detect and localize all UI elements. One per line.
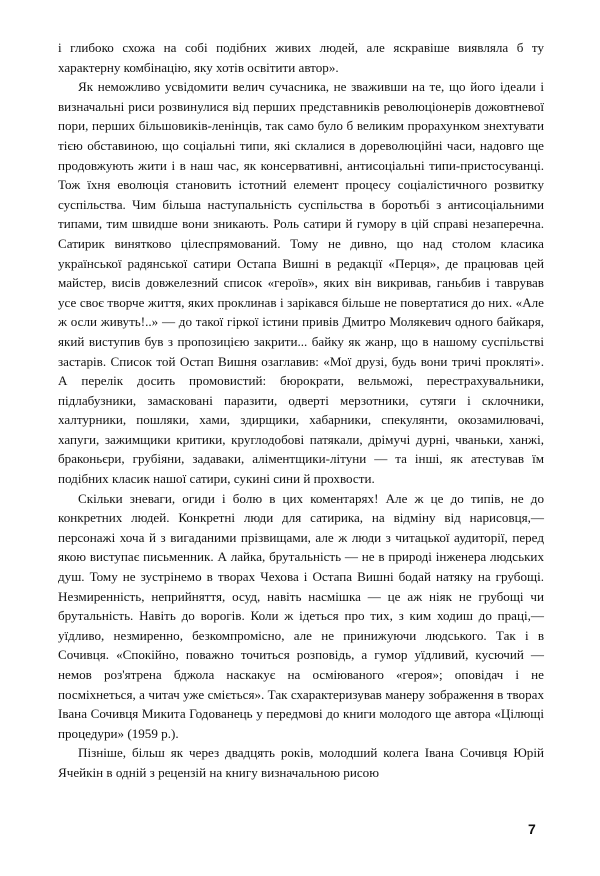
page-number: 7: [528, 821, 536, 837]
body-text: [58, 38, 544, 783]
paragraph: Як неможливо усвідомити велич сучасника, не зваживши на те, що його ідеали і визначальні риси розвинулися від перших представників революціонерів дожовтневої пори, перших більшовиків-ленінців, так само було б великим прорахунком знехтувати тією обставиною, що соціальні типи, які склалися в дореволюційні часи, надовго ще продовжують жити і в наш час, як консервативні, антисоціальні типи-пристосуванці. Тож їхня еволюція становить істотний елемент процесу соціалістичного розвитку суспільства. Чим більша наступальність суспільства в боротьбі з антисоціальними типами, тим швидше вони зникають. Роль сатири й гумору в цій справі незаперечна. Сатирик винятково цілеспрямований. Тому не дивно, що над столом класика української радянської сатири Остапа Вишні в редакції «Перця», де працював цей майстер, висів довжелезний список «героїв», яких він викривав, ганьбив і таврував усе своє творче життя, яких проклинав і зарікався більше не повертатися до них. «Але ж осли живуть!..» — до такої гіркої істини привів Дмитро Молякевич одного байкаря, який виступив був з пропозицією закрити... байку як жанр, що в нашому суспільстві застарів. Список той Остап Вишня озаглавив: «Мої друзі, будь вони тричі прокляті». А перелік досить промовистий: бюрократи, вельможі, перестрахувальники, підлабузники, замасковані паразити, одверті мерзотники, сутяги і склочники, халтурники, пошляки, хами, здирщики, хабарники, спекулянти, окозамилювачі, хапуги, зажимщики критики, круглодобові патякали, дрімучі дурні, чваньки, ханжі, браконьєри, грубіяни, задаваки, аліментщики-літуни — та інші, як атестував їм подібних класик нашої сатири, сукині сини й прохвости.: [58, 79, 544, 487]
paragraph-continuation: і глибоко схожа на собі подібних живих людей, але яскравіше виявляла б ту характерну комбінацію, яку хотів освітити автор».: [58, 40, 544, 75]
paragraph: Пізніше, більш як через двадцять років, молодший колега Івана Сочивця Юрій Ячейкін в одній з рецензій на книгу визначальною рисою: [58, 745, 544, 780]
paragraph: Скільки зневаги, огиди і болю в цих коментарях! Але ж це до типів, не до конкретних людей. Конкретні люди для сатирика, на відміну від нарисовця,— персонажі хоча й з вигаданими прізвищами, але ж люди з читацької аудиторії, перед якою виступає письменник. А лайка, брутальність — не в природі інженера людських душ. Тому не зустрінемо в творах Чехова і Остапа Вишні бодай натяку на грубощі. Незмиренність, неприйняття, осуд, навіть насмішка — це аж ніяк не грубощі чи брутальність. Навіть до ворогів. Коли ж ідеться про тих, з ким ходиш до праці,— уїдливо, незмиренно, безкомпромісно, але не принижуючи людського. Так і в Сочивця. «Спокійно, поважно точиться розповідь, а гумор уїдливий, кусючий — немов роз'ятрена бджола наскакує на осміюваного «героя»; оповідач і не посміхнеться, а читач уже сміється». Так схарактеризував манеру зображення в творах Івана Сочивця Микита Годованець у передмові до книги молодого ще автора «Цілющі процедури» (1959 р.).: [58, 490, 544, 741]
